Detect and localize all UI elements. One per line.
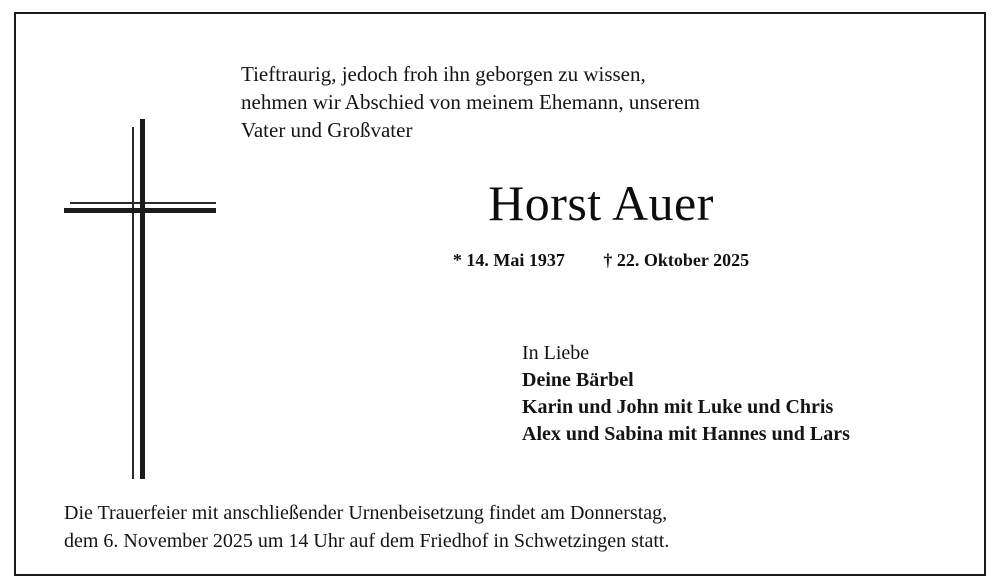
- birth-date: * 14. Mai 1937: [452, 250, 565, 270]
- family-lead: In Liebe: [522, 342, 590, 364]
- cross-icon: [64, 119, 216, 479]
- family-member-1: Deine Bärbel: [522, 369, 634, 391]
- cross-vertical-thin: [132, 127, 134, 479]
- intro-line-3: Vater und Großvater: [241, 118, 413, 142]
- funeral-line-1: Die Trauerfeier mit anschließender Urnenbeisetzung findet am Donnerstag,: [64, 502, 668, 524]
- family-block: [522, 340, 992, 448]
- funeral-details: [64, 499, 964, 555]
- obituary-frame: [14, 12, 986, 576]
- intro-line-1: Tieftraurig, jedoch froh ihn geborgen zu wissen,: [241, 62, 646, 86]
- cross-vertical-bar: [140, 119, 145, 479]
- deceased-name: Horst Auer: [488, 175, 714, 231]
- life-dates: [241, 250, 961, 271]
- death-date: † 22. Oktober 2025: [603, 250, 750, 270]
- cross-horizontal-bar: [64, 208, 216, 213]
- funeral-line-2: dem 6. November 2025 um 14 Uhr auf dem Friedhof in Schwetzingen statt.: [64, 530, 670, 552]
- intro-text: [241, 60, 941, 144]
- intro-line-2: nehmen wir Abschied von meinem Ehemann, unserem: [241, 90, 700, 114]
- family-member-2: Karin und John mit Luke und Chris: [522, 396, 834, 418]
- family-member-3: Alex und Sabina mit Hannes und Lars: [522, 423, 850, 445]
